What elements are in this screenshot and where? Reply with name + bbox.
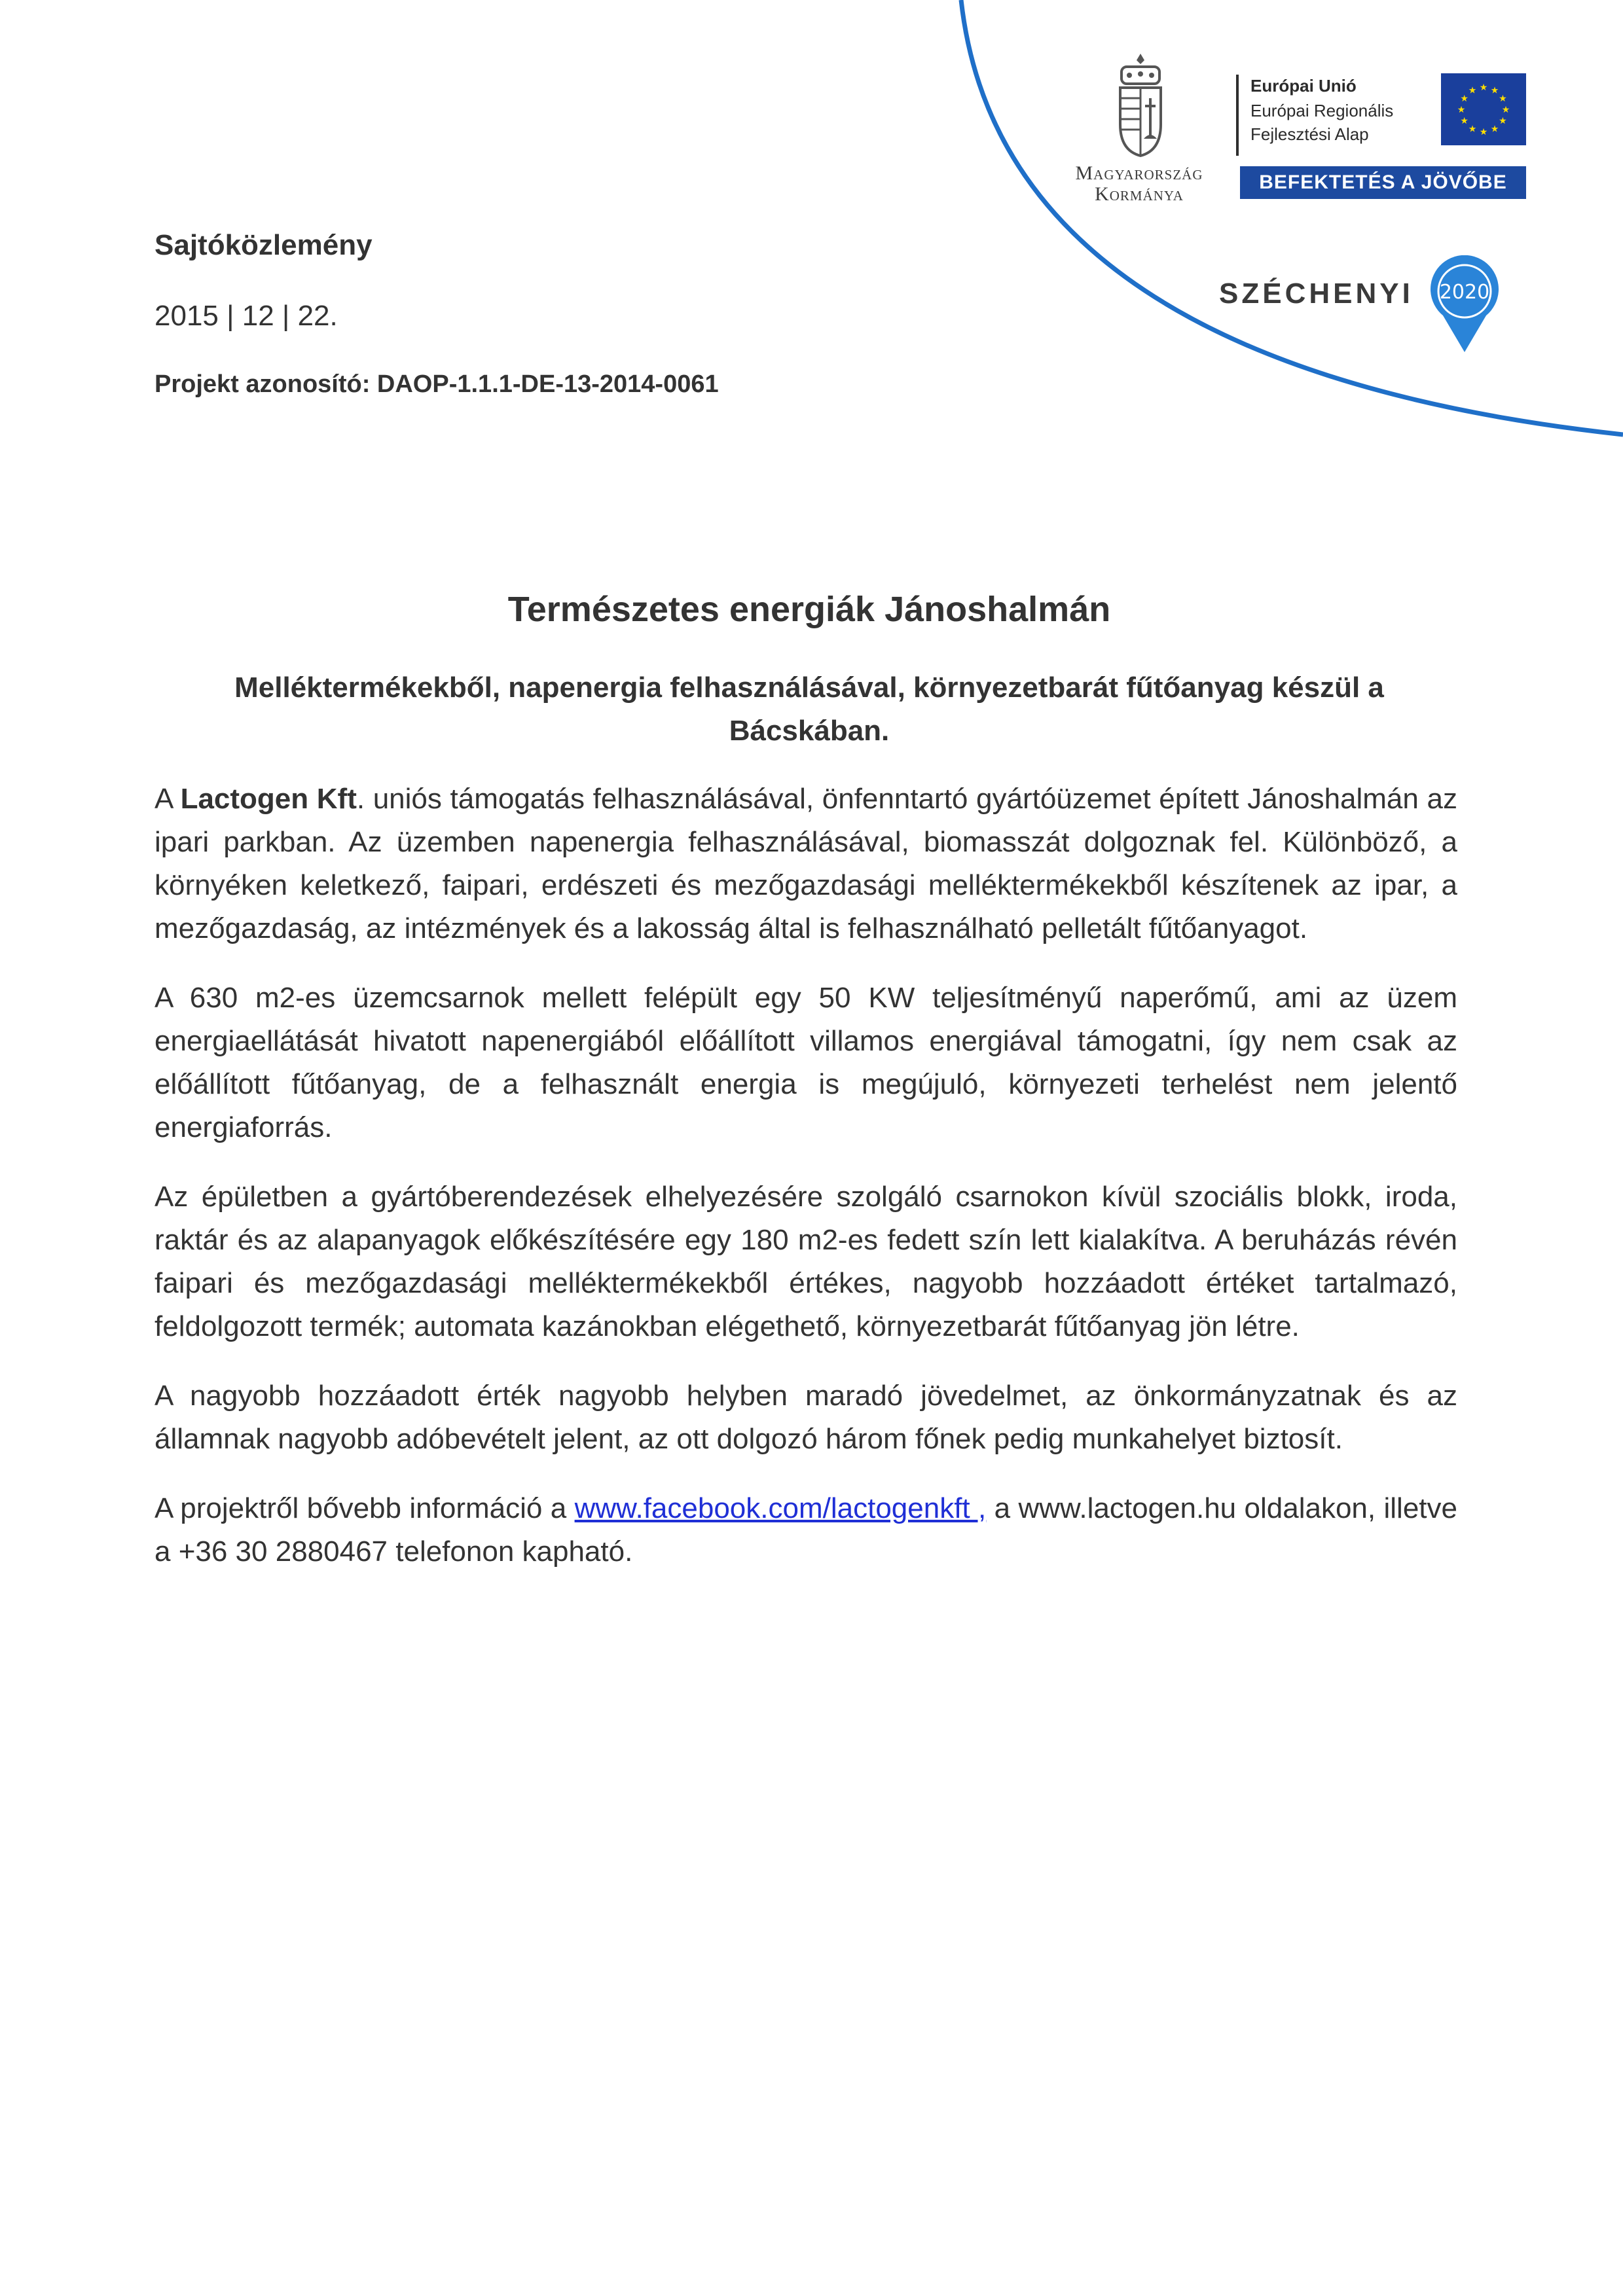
paragraph-5-start: A projektről bővebb információ a xyxy=(155,1492,575,1524)
eu-star: ★ xyxy=(1490,124,1499,135)
eu-star: ★ xyxy=(1460,116,1468,126)
eu-star: ★ xyxy=(1499,94,1507,104)
paragraph-5 xyxy=(155,1487,1457,1573)
szechenyi-2020-logo xyxy=(1219,255,1507,360)
eu-line2: Európai Regionális xyxy=(1250,101,1394,120)
paragraph-5-text: a www.lactogen.hu oldalakon, illetve a +36 30 2880467 telefonon kapható. xyxy=(155,1492,1457,1568)
logo-divider xyxy=(1236,75,1239,156)
hungarian-coat-of-arms-icon xyxy=(1116,52,1165,157)
paragraph-1 xyxy=(155,778,1457,950)
eu-fund-logo xyxy=(1236,68,1537,206)
hungarian-government-logo xyxy=(1048,52,1231,209)
badge-year: 2020 xyxy=(1439,281,1490,304)
paragraph-1-start: A xyxy=(155,783,172,815)
page-subtitle: Melléktermékekből, napenergia felhasználásával, környezetbarát fűtőanyag készül a Bácskában. xyxy=(234,672,1384,747)
eu-star: ★ xyxy=(1490,85,1499,96)
eu-line3: Fejlesztési Alap xyxy=(1250,124,1369,144)
article-body xyxy=(155,778,1457,1600)
gov-name-line1: Magyarország xyxy=(1075,162,1203,184)
page-title: Természetes energiák Jánoshalmán xyxy=(507,590,1111,629)
eu-star: ★ xyxy=(1479,82,1488,93)
eu-star: ★ xyxy=(1499,116,1507,126)
location-pin-icon xyxy=(1429,255,1501,353)
eu-star: ★ xyxy=(1468,85,1477,96)
eu-banner: BEFEKTETÉS A JÖVŐBE xyxy=(1240,166,1526,199)
paragraph-2: A 630 m2-es üzemcsarnok mellett felépült egy 50 KW teljesítményű naperőmű, ami az üzem energiaellátását hivatott napenergiából előállított villamos energiával támogatni, így nem csak az előállított fűtőanyag, de a felhasznált energia is megújuló, környezeti terhelést nem jelentő energiaforrás. xyxy=(155,982,1457,1143)
eu-star: ★ xyxy=(1501,105,1510,115)
project-id: Projekt azonosító: DAOP-1.1.1-DE-13-2014-0061 xyxy=(155,370,719,398)
eu-star: ★ xyxy=(1457,105,1466,115)
eu-star: ★ xyxy=(1460,94,1468,104)
document-type: Sajtóközlemény xyxy=(155,229,373,261)
paragraph-3: Az épületben a gyártóberendezések elhelyezésére szolgáló csarnokon kívül szociális blokk, iroda, raktár és az alapanyagok előkészítésére egy 180 m2-es fedett szín lett kialakítva. A beruházás révén faipari és mezőgazdasági melléktermékekből értékes, nagyobb hozzáadott értéket tartalmazó, feldolgozott termék; automata kazánokban elégethető, környezetbarát fűtőanyag jön létre. xyxy=(155,1181,1457,1342)
eu-flag-icon xyxy=(1441,73,1526,145)
eu-star: ★ xyxy=(1468,124,1477,135)
eu-star: ★ xyxy=(1479,127,1488,137)
eu-line1: Európai Unió xyxy=(1250,76,1357,96)
paragraph-4: A nagyobb hozzáadott érték nagyobb helyben maradó jövedelmet, az önkormányzatnak és az államnak nagyobb adóbevételt jelent, az ott dolgozó három főnek pedig munkahelyet biztosít. xyxy=(155,1380,1457,1455)
release-date: 2015 | 12 | 22. xyxy=(155,300,338,332)
company-name: Lactogen Kft xyxy=(180,783,357,815)
gov-name-line2: Kormánya xyxy=(1095,183,1184,205)
szechenyi-text: SZÉCHENYI xyxy=(1219,278,1413,310)
paragraph-1-text: . uniós támogatás felhasználásával, önfenntartó gyártóüzemet épített Jánoshalmán az ipari parkban. Az üzemben napenergia felhasználásával, biomasszát dolgoznak fel. Különböző, a környéken keletkező, faipari, erdészeti és mezőgazdasági melléktermékekből készítenek az ipar, a mezőgazdaság, az intézmények és a lakosság által is felhasználható pelletált fűtőanyagot. xyxy=(155,783,1457,944)
facebook-link[interactable]: www.facebook.com/lactogenkft , xyxy=(574,1492,987,1524)
